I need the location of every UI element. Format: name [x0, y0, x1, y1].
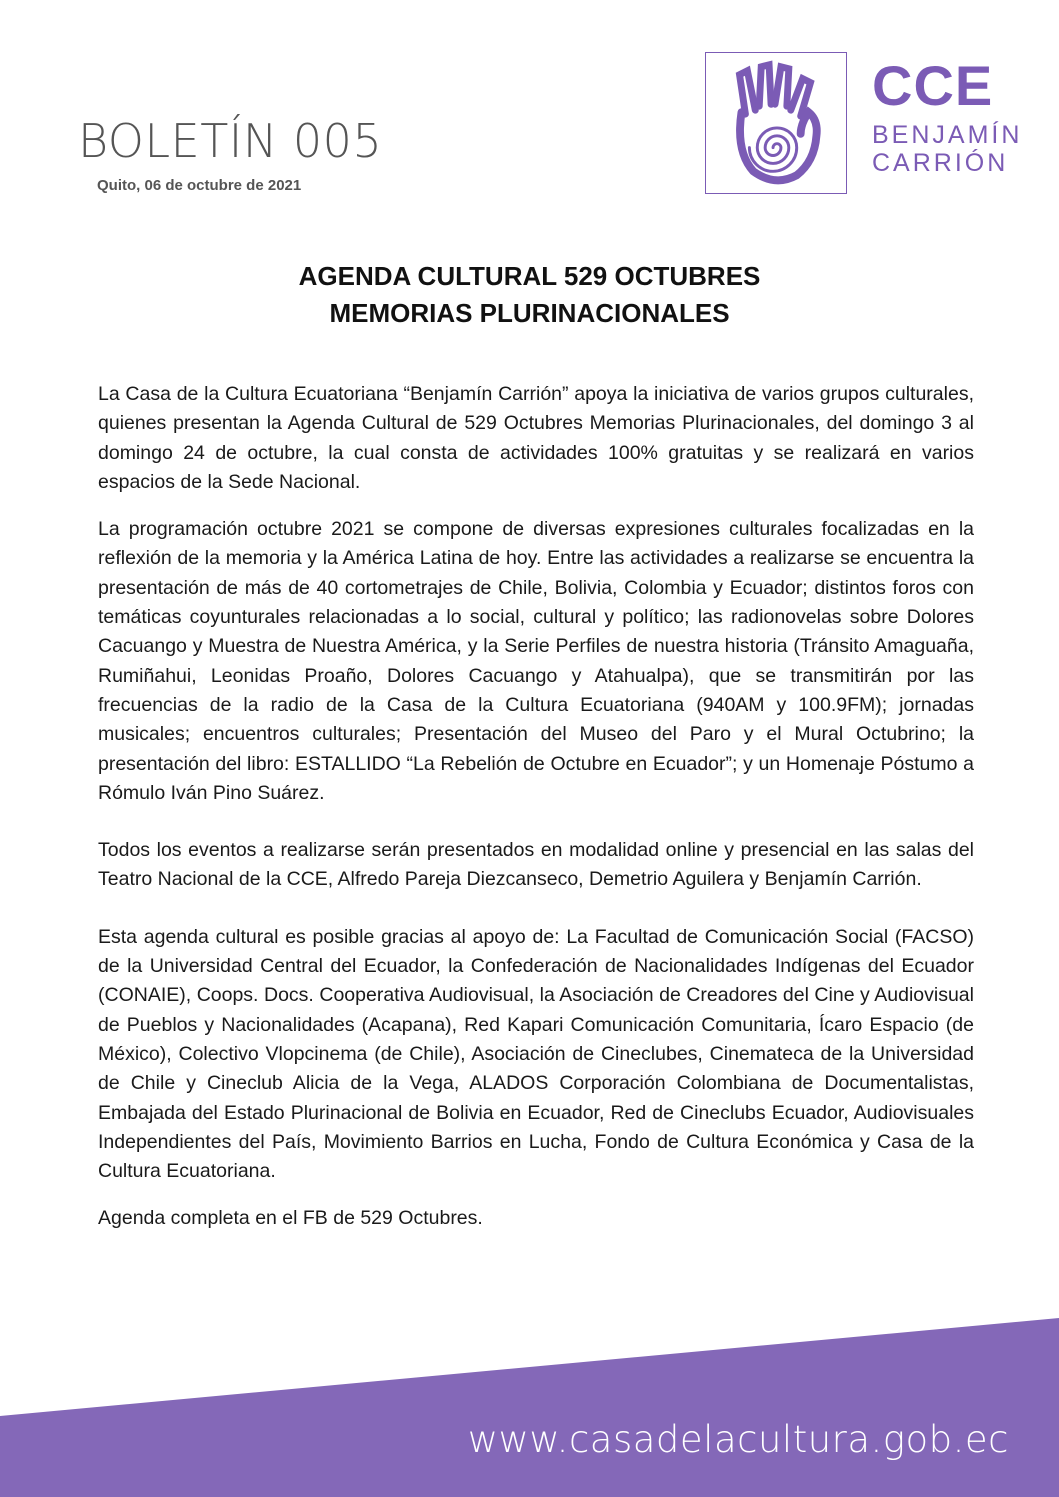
paragraph-intro: La Casa de la Cultura Ecuatoriana “Benjamín Carrión” apoya la iniciativa de varios grupos culturales, quienes presentan la Agenda Cultural de 529 Octubres Memorias Plurinacionales, del domingo 3 al domingo 24 de octubre, la cual consta de actividades 100% gratuitas y se realizará en varios espacios de la Sede Nacional.	[98, 383, 974, 493]
paragraph-programming: La programación octubre 2021 se compone de diversas expresiones culturales focalizadas en la reflexión de la memoria y la América Latina de hoy. Entre las actividades a realizarse se encuentra la presentación de más de 40 cortometrajes de Chile, Bolivia, Colombia y Ecuador; distintos foros con temáticas coyunturales relacionadas a lo social, cultural y político; las radionovelas sobre Dolores Cacuango y Muestra de Nuestra América, y la Serie Perfiles de nuestra historia (Tránsito Amaguaña, Rumiñahui, Leonidas Proaño, Dolores Cacuango y Atahualpa), que se transmitirán por las frecuencias de la radio de la Casa de la Cultura Ecuatoriana (940AM y 100.9FM); jornadas musicales; encuentros culturales; Presentación del Museo del Paro y el Mural Octubrino; la presentación del libro: ESTALLIDO “La Rebelión de Octubre en Ecuador”; y un Homenaje Póstumo a Rómulo Iván Pino Suárez.	[98, 518, 974, 804]
article-body	[98, 380, 974, 1252]
paragraph-closing: Agenda completa en el FB de 529 Octubres.	[98, 1207, 483, 1230]
cce-logo-emblem	[705, 52, 847, 194]
headline-line2: MEMORIAS PLURINACIONALES	[329, 298, 730, 328]
logo-name-line1: BENJAMÍN	[872, 121, 1023, 149]
headline	[0, 258, 1059, 332]
footer-website-link[interactable]: www.casadelacultura.gob.ec	[467, 1418, 1009, 1461]
bulletin-title: BOLETÍN 005	[78, 114, 383, 168]
bulletin-date: Quito, 06 de octubre de 2021	[97, 177, 302, 194]
paragraph-venues: Todos los eventos a realizarse serán presentados en modalidad online y presencial en las salas del Teatro Nacional de la CCE, Alfredo Pareja Diezcanseco, Demetrio Aguilera y Benjamín Carrión.	[98, 839, 974, 891]
footer-band	[0, 1318, 1059, 1497]
logo-acronym: CCE	[872, 54, 994, 117]
hand-spiral-emblem-icon	[706, 53, 846, 193]
headline-line1: AGENDA CULTURAL 529 OCTUBRES	[298, 261, 761, 291]
logo-name-line2: CARRIÓN	[872, 148, 1009, 177]
paragraph-sponsors: Esta agenda cultural es posible gracias al apoyo de: La Facultad de Comunicación Social (FACSO) de la Universidad Central del Ecuador, la Confederación de Nacionalidades Indígenas del Ecuador (CONAIE), Coops. Docs. Cooperativa Audiovisual, la Asociación de Creadores del Cine y Audiovisual de Pueblos y Nacionalidades (Acapana), Red Kapari Comunicación Comunitaria, Ícaro Espacio (de México), Colectivo Vlopcinema (de Chile), Asociación de Cineclubes, Cinemateca de la Universidad de Chile y Cineclub Alicia de la Vega, ALADOS Corporación Colombiana de Documentalistas, Embajada del Estado Plurinacional de Bolivia en Ecuador, Red de Cineclubs Ecuador, Audiovisuales Independientes del País, Movimiento Barrios en Lucha, Fondo de Cultura Económica y Casa de la Cultura Ecuatoriana.	[98, 925, 974, 1183]
cce-logo-wordmark	[872, 54, 1023, 177]
